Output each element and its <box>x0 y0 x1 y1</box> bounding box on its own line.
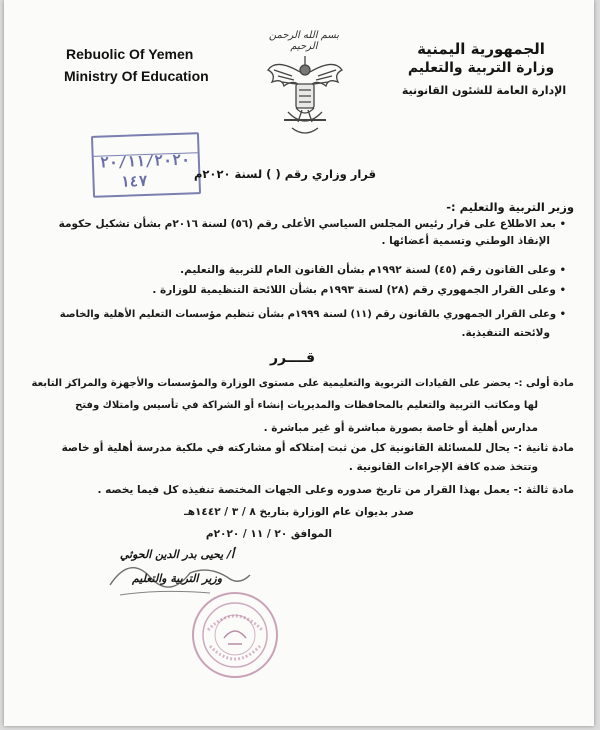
issued-date: صدر بديوان عام الوزارة بتاريخ ٨ / ٣ / ١٤٤٢هـ <box>184 506 414 518</box>
english-country-name: Rebuolic Of Yemen <box>66 46 194 62</box>
article-3-line-1: مادة ثالثة :- يعمل بهذا القرار من تاريخ صدوره وعلى الجهات المختصة تنفيذه كل فيما يخصه . <box>97 484 574 496</box>
article-1-line-3: مدارس أهلية أو خاصة بصورة مباشرة أو غير مباشرة . <box>263 422 538 434</box>
preamble-line-4: • وعلى القرار الجمهوري رقم (٢٨) لسنة ١٩٩٣م بشأن اللائحة التنظيمية للوزارة . <box>152 284 566 296</box>
decree-title: قرار وزاري رقم ( ) لسنة ٢٠٢٠م <box>193 167 376 181</box>
article-1-line-2: لها ومكاتب التربية والتعليم بالمحافظات والمديريات إنشاء أو الشراكة في تأسيس وامتلاك وفتح <box>75 400 538 411</box>
preamble-line-5: • وعلى القرار الجمهوري بالقانون رقم (١١) لسنة ١٩٩٩م بشأن تنظيم مؤسسات التعليم الأهلية والخاصة <box>59 309 566 320</box>
article-3-label: مادة ثالثة :- <box>513 484 574 496</box>
article-2-label: مادة ثانية :- <box>513 442 574 454</box>
preamble-line-6: ولائحته التنفيذية. <box>461 327 550 339</box>
article-2-line-2: وتتخذ ضده كافة الإجراءات القانونية . <box>348 461 538 473</box>
signatory-name: أ/ يحيى بدر الدين الحوثي <box>119 548 235 561</box>
official-seal-icon <box>192 592 278 678</box>
preamble-line-2: الإنقاذ الوطني وتسمية أعضائها . <box>381 235 550 247</box>
document-page <box>4 0 594 726</box>
corresponding-date: الموافق ٢٠ / ١١ / ٢٠٢٠م <box>205 528 332 540</box>
arabic-department-name: الإدارة العامة للشئون القانونية <box>401 84 567 97</box>
article-2-line-1: مادة ثانية :- يحال للمسائلة القانونية كل من ثبت إمتلاكه أو مشاركته في ملكية مدرسة أهلية أو خاصة <box>61 442 574 454</box>
addressee: وزير التربية والتعليم :- <box>446 200 574 214</box>
preamble-line-1: • بعد الاطلاع على قرار رئيس المجلس السياسي الأعلى رقم (٥٦) لسنة ٢٠١٦م بشأن تشكيل حكومة <box>58 218 566 230</box>
article-1-line-1: مادة أولى :- يحضر على القيادات التربوية والتعليمية على مستوى الوزارة والمؤسسات والأجهزة والمراكز التابعة <box>31 378 574 389</box>
yemen-emblem-icon <box>262 48 348 148</box>
stamp-date: ٢٠/١١/٢٠٢٠ <box>99 150 191 172</box>
decides-heading: قــــرر <box>270 350 316 366</box>
english-ministry-name: Ministry Of Education <box>64 68 209 84</box>
incoming-date-stamp <box>91 132 201 198</box>
article-1-label: مادة أولى :- <box>514 378 574 389</box>
arabic-ministry-name: وزارة التربية والتعليم <box>407 60 555 76</box>
arabic-country-name: الجمهورية اليمنية <box>417 40 545 58</box>
signatory-title: وزير التربية والتعليم <box>131 572 223 585</box>
preamble-line-3: • وعلى القانون رقم (٤٥) لسنة ١٩٩٢م بشأن القانون العام للتربية والتعليم. <box>180 264 566 276</box>
basmala: بسم الله الرحمن الرحيم <box>268 30 340 52</box>
stamp-number: ١٤٧ <box>120 171 148 191</box>
